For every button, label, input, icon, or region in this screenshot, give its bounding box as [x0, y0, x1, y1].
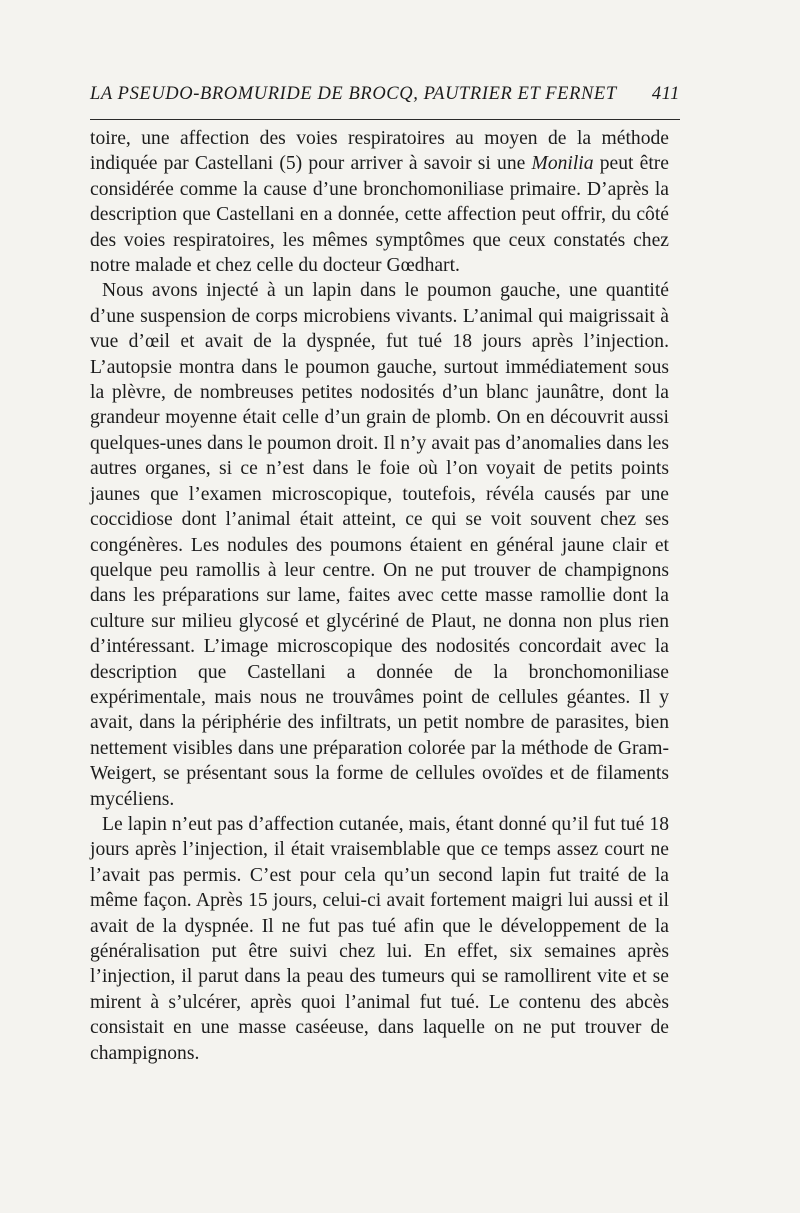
paragraph-1-text-start: toire, une affection des voies respiratoires au moyen de la méthode indiquée par Castellani (5) pour arriver à savoir si une	[90, 128, 669, 175]
paragraph-1	[90, 126, 669, 278]
running-head-title: LA PSEUDO-BROMURIDE DE BROCQ, PAUTRIER ET FERNET	[90, 84, 617, 104]
paragraph-3: Le lapin n’eut pas d’affection cutanée, mais, étant donné qu’il fut tué 18 jours après l’injection, il était vraisemblable que ce temps assez court ne l’avait pas permis. C’est pour cela qu’un second lapin fut traité de la même façon. Après 15 jours, celui-ci avait fortement maigri lui aussi et il avait de la dyspnée. Il ne fut pas tué afin que le développement de la généralisation put être suivi chez lui. En effet, six semaines après l’injection, il parut dans la peau des tumeurs qui se ramollirent vite et se mirent à s’ulcérer, après quoi l’animal fut tué. Le contenu des abcès consistait en une masse caséeuse, dans laquelle on ne put trouver de champignons.	[90, 813, 669, 1064]
running-head	[90, 84, 680, 105]
body-text	[90, 126, 669, 1066]
paragraph-1-text-end: peut être considérée comme la cause d’une bronchomoniliase primaire. D’après la description que Castellani en a donnée, cette affection peut offrir, du côté des voies respiratoires, les mêmes symptômes que ceux constatés chez notre malade et chez celle du docteur Gœdhart.	[90, 153, 669, 277]
page-number: 411	[651, 84, 680, 104]
paragraph-2: Nous avons injecté à un lapin dans le poumon gauche, une quantité d’une suspension de corps microbiens vivants. L’animal qui maigrissait à vue d’œil et avait de la dyspnée, fut tué 18 jours après l’injection. L’autopsie montra dans le poumon gauche, surtout immédiatement sous la plèvre, de nombreuses petites nodosités d’un blanc jaunâtre, dont la grandeur moyenne était celle d’un grain de plomb. On en découvrit aussi quelques-unes dans le poumon droit. Il n’y avait pas d’anomalies dans les autres organes, si ce n’est dans le foie où l’on voyait de petits points jaunes que l’examen microscopique, toutefois, révéla causés par une coccidiose dont l’animal était atteint, ce qui se voit souvent chez ses congénères. Les nodules des poumons étaient en général jaune clair et quelque peu ramollis à leur centre. On ne put trouver de champignons dans les préparations sur lame, faites avec cette masse ramollie dont la culture sur milieu glycosé et glycériné de Plaut, ne donna non plus rien d’intéressant. L’image microscopique des nodosités concordait avec la description que Castellani a donnée de la bronchomoniliase expérimentale, mais nous ne trouvâmes point de cellules géantes. Il y avait, dans la périphérie des infiltrats, un petit nombre de parasites, bien nettement visibles dans une préparation colorée par la méthode de Gram-Weigert, se présentant sous la forme de cellules ovoïdes et de filaments mycéliens.	[90, 280, 669, 810]
header-rule	[90, 119, 680, 120]
italic-term-monilia: Monilia	[531, 153, 594, 175]
